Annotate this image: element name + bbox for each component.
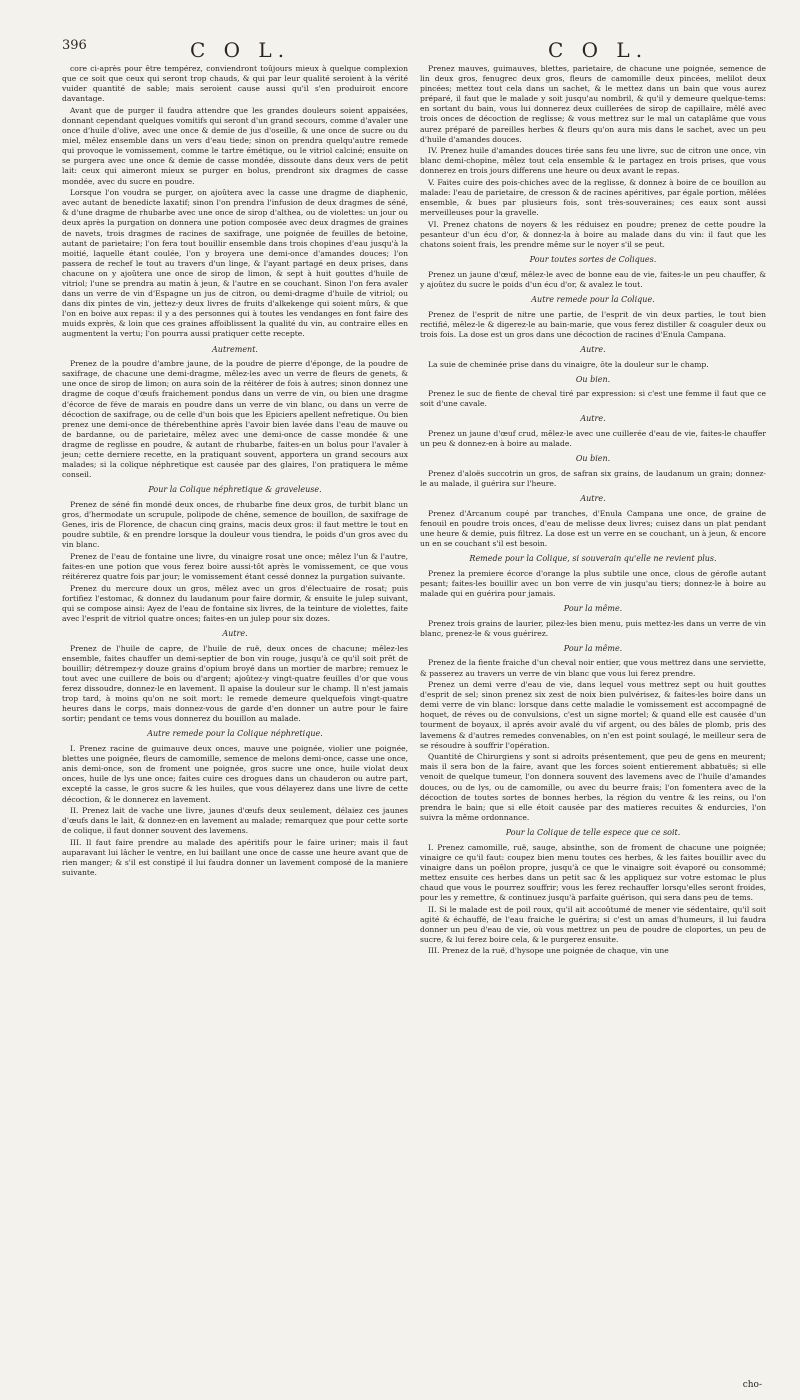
- page-number: 396: [62, 38, 87, 53]
- left-heading: Pour la Colique néphretique & graveleuse.: [148, 485, 322, 495]
- right-paragraph: Prenez de l'esprit de nitre une partie, de l'esprit de vin deux parties, le tout bien rectifié, mêlez-le & digerez-le au bain-marie, que vous ferez distiller & coaguler deux ou trois fois. La dose est un gros dans une décoction de racines d'Enula Campana.: [420, 309, 766, 339]
- right-heading: Autre.: [580, 344, 606, 354]
- left-heading: Autre.: [222, 629, 248, 639]
- left-paragraph: Prenez de l'eau de fontaine une livre, du vinaigre rosat une once; mêlez l'un & l'autre, faites-en une potion que vous ferez boire aussi-tôt après le vomissement, ce que vous réitérerez quatre fois par jour; le vomissement étant cessé donnez la purgation suivante.: [62, 551, 408, 582]
- right-paragraph: III. Prenez de la ruë, d'hysope une poignée de chaque, vin une: [428, 946, 669, 956]
- catchword: cho-: [742, 1380, 762, 1390]
- right-paragraph: Prenez de la fiente fraiche d'un cheval noir entier, que vous mettrez dans une serviette, & passerez au travers un verre de vin blanc que vous lui ferez prendre.: [420, 658, 766, 678]
- right-heading: Pour toutes sortes de Coliques.: [529, 255, 657, 265]
- left-paragraph: Prenez du mercure doux un gros, mêlez avec un gros d'électuaire de rosat; puis fortifiez l'estomac, & donnez du laudanum pour faire dormir, & ensuite le julep suivant, qui se compose ainsi: Ayez de l'eau de fontaine six livres, de la teinture de violettes, faite avec l'esprit de vitriol quatre onces; faites-en un julep pour six dozes.: [62, 583, 408, 623]
- right-column: [420, 64, 766, 958]
- left-heading: Autre remede pour la Colique néphretique.: [147, 729, 323, 739]
- left-paragraph: core ci-après pour être tempérez, conviendront toûjours mieux à quelque complexion que ce soit que ceux qui seront trop chauds, & qui par leur qualité seroient à la vérité vuider quantité de sable; mais seroient cause aussi qu'il s'en produiroit encore davantage.: [62, 64, 408, 104]
- left-paragraph: I. Prenez racine de guimauve deux onces, mauve une poignée, violier une poignée, blettes une poignée, fleurs de camomille, semence de melons demi-once, casse une once, anis demi-once, son de froment une poignée, gros sucre une once, huile violat deux onces, huile de lys une once; faites cuire ces drogues dans un chauderon ou autre part, excepté la casse, le gros sucre & les huiles, que vous délayerez dans une livre de cette décoction, & le donnerez en lavement.: [62, 744, 408, 804]
- right-paragraph: Prenez d'Arcanum coupé par tranches, d'Enula Campana une once, de graine de fenouil en poudre trois onces, d'eau de melisse deux livres; cuisez dans un plat pendant une heure & demie, puis filtrez. La dose est un verre en se couchant, un à jeun, & encore un en se couchant s'il est besoin.: [420, 508, 766, 548]
- right-heading: Ou bien.: [575, 374, 611, 384]
- running-head-right: C O L.: [548, 38, 649, 62]
- left-heading: Autrement.: [212, 344, 258, 354]
- right-paragraph: V. Faites cuire des pois-chiches avec de la reglisse, & donnez à boire de ce bouillon au malade: l'eau de parietaire, de cresson & de racines apéritives, par égale portion, mêlées ensemble, & bues par plusieurs fois, sont très-souveraines; ces eaux sont aussi merveilleuses pour la gravelle.: [420, 178, 766, 218]
- right-heading: Remede pour la Colique, si souverain qu'elle ne revient plus.: [469, 554, 717, 564]
- right-paragraph: Prenez la premiere écorce d'orange la plus subtile une once, clous de gérofle autant pesant; faites-les bouillir avec un bon verre de vin jusqu'au tiers; donnez-le à boire au malade qui en guérira pour jamais.: [420, 568, 766, 598]
- right-paragraph: I. Prenez camomille, ruë, sauge, absinthe, son de froment de chacune une poignée; vinaigre ce qu'il faut: coupez bien menu toutes ces herbes, & les faites bouillir avec du vinaigre dans un poêlon propre, jusqu'à ce que le vinaigre soit évaporé ou consommé; mettez ensuite ces herbes dans un petit sac & les appliquez sur votre estomac le plus chaud que vous le pourrez souffrir; vous les ferez rechauffer lorsqu'elles seront froides, pour les y remettre, & continuez jusqu'à parfaite guérison, qui sera dans peu de tems.: [420, 842, 766, 902]
- right-heading: Pour la Colique de telle espece que ce soit.: [505, 827, 681, 837]
- right-heading: Autre.: [580, 494, 606, 504]
- left-column: [62, 64, 408, 880]
- right-paragraph: Prenez trois grains de laurier, pilez-les bien menu, puis mettez-les dans un verre de vin blanc, prenez-le & vous guérirez.: [420, 618, 766, 638]
- right-paragraph: Prenez un jaune d'œuf, mêlez-le avec de bonne eau de vie, faites-le un peu chauffer, & y ajoûtez du sucre le poids d'un écu d'or, & avalez le tout.: [420, 269, 766, 289]
- running-head-left: C O L.: [190, 38, 291, 62]
- left-paragraph: II. Prenez lait de vache une livre, jaunes d'œufs deux seulement, délaiez ces jaunes d'œufs dans le lait, & donnez-en en lavement au malade; remarquez que pour cette sorte de colique, il faut donner souvent des lavemens.: [62, 806, 408, 836]
- left-paragraph: Prenez de séné fin mondé deux onces, de rhubarbe fine deux gros, de turbit blanc un gros, d'hermodate un scrupule, polipode de chêne, semence de bouillon, de saxifrage de Genes, iris de Florence, de chacun cinq grains, macis deux gros: il faut mettre le tout en poudre subtile, & en prendre lorsque la douleur vous tiendra, le poids d'un gros avec du vin blanc.: [62, 499, 408, 550]
- right-paragraph: Prenez d'aloës succotrin un gros, de safran six grains, de laudanum un grain; donnez-le au malade, il guérira sur l'heure.: [420, 468, 766, 488]
- right-paragraph: II. Si le malade est de poil roux, qu'il ait accoûtumé de mener vie sédentaire, qu'il soit agité & échauffé, de l'eau fraiche le guérira; si c'est un amas d'humeurs, il lui faudra donner un peu d'eau de vie, où vous mettrez un peu de poudre de cloportes, un peu de sucre, & lui ferez boire cela, & le purgerez ensuite.: [420, 904, 766, 944]
- right-heading: Pour la même.: [563, 643, 623, 653]
- right-heading: Autre.: [580, 414, 606, 424]
- right-paragraph: Quantité de Chirurgiens y sont si adroits présentement, que peu de gens en meurent; mais il sera bon de la faire, avant que les forces soient entierement abbatuës; si elle venoit de quelque tumeur, l'on donnera souvent des lavemens avec de l'huile d'amandes douces, ou de lys, ou de camomille, ou avec du beurre frais; l'on fomentera avec de la décoction de toutes sortes de bonnes herbes, la région du ventre & les reins, ou l'on prendra le bain; que si elle étoit causée par des matieres recuites & endurcies, l'on suivra la même ordonnance.: [420, 752, 766, 822]
- right-heading: Pour la même.: [563, 603, 623, 613]
- right-heading: Autre remede pour la Colique.: [531, 295, 655, 304]
- left-paragraph: Prenez de la poudre d'ambre jaune, de la poudre de pierre d'éponge, de la poudre de saxifrage, de chacune une demi-dragme, mêlez-les avec un verre de fleurs de genets, & une once de sirop de limon; on aura soin de la réitérer de fois à autres; sinon donnez une dragme de coque d'œufs fraichement pondus dans un verre de vin, ou bien une dragme d'écorce de féve de marais en poudre dans un verre de vin blanc, ou dans un verre de décoction de saxifrage, ou de celle d'un bois que les Epiciers apellent nefretique. Ou bien prenez une demi-once de thérebenthine après l'avoir bien lavée dans l'eau de mauve ou de bardanne, ou de parietaire, mêlez avec une demi-once de casse mondée & une dragme de reglisse en poudre, & autant de rhubarbe, faites-en un bolus pour l'avaler à jeun; cette derniere recette, en la pratiquant souvent, apportera un grand secours aux malades; si la colique néphretique est causée par des glaires, l'on pratiquera le même conseil.: [62, 359, 408, 480]
- left-paragraph: III. Il faut faire prendre au malade des apéritifs pour le faire uriner; mais il faut auparavant lui lâcher le ventre, en lui baillant une once de casse une heure avant que de rien manger; & s'il est constipé il lui faudra donner un lavement composé de la maniere suivante.: [62, 837, 408, 878]
- left-paragraph: Avant que de purger il faudra attendre que les grandes douleurs soient appaisées, donnant cependant quelques vomitifs qui seront d'un grand secours, comme d'avaler une once d'huile d'olive, avec une once & demie de jus d'oseille, & une once de sucre ou du miel, mêlez ensemble dans un vers d'eau tiede; sinon on prendra quelqu'autre remede qui provoque le vomissement, comme le tartre émétique, ou le vitriol calciné; ensuite on se purgera avec une once & demie de casse mondée, dissoute dans deux vers de petit lait: ceux qui aimeront mieux se purger en bolus, prendront six dragmes de casse mondée, avec du sucre en poudre.: [62, 105, 408, 186]
- right-paragraph: VI. Prenez chatons de noyers & les réduisez en poudre; prenez de cette poudre la pesanteur d'un écu d'or, & donnez-la à boire au malade dans du vin: il faut que les chatons soient frais, les prendre même sur le noyer s'il se peut.: [420, 219, 766, 250]
- left-paragraph: Lorsque l'on voudra se purger, on ajoûtera avec la casse une dragme de diaphenic, avec autant de benedicte laxatif; sinon l'on prendra l'infusion de deux dragmes de séné, & d'une dragme de rhubarbe avec une once de sirop d'althea, ou de violettes: un jour ou deux après la purgation on donnera une potion composée avec deux dragmes de graines de navets, trois dragmes de racines de saxifrage, une poignée de feuilles de betoine, autant de parietaire; l'on fera tout bouillir ensemble dans trois chopines d'eau jusqu'à la moitié, laquelle étant coulée, l'on y broyera une demi-once d'amandes douces; l'on passera de rechef le tout au travers d'un linge, & l'ayant partagé en deux prises, dans chacune on y ajoûtera une once de sirop de limon, & sept à huit gouttes d'huile de vitriol; l'une se prendra au matin à jeun, & l'autre en se couchant. Sinon l'on fera avaler dans un verre de vin d'Espagne un jus de citron, ou demi-dragme d'huile de vitriol; ou dans dix pintes de vin, jettez-y deux livres de fruits d'alkekenge qui soient mûrs, & que l'on en boive aux repas: il y a des personnes qui à toutes les vendanges en font faire des muids exprès, & loin que ces graines affoiblissent la qualité du vin, au contraire elles en augmentent la vertu; l'on pourra aussi pratiquer cette recepte.: [62, 188, 408, 339]
- right-paragraph: Prenez le suc de fiente de cheval tiré par expression: si c'est une femme il faut que ce soit d'une cavale.: [420, 389, 766, 409]
- right-paragraph: Prenez un jaune d'œuf crud, mêlez-le avec une cuillerée d'eau de vie, faites-le chauffer un peu & donnez-en à boire au malade.: [420, 429, 766, 449]
- right-paragraph: La suie de cheminée prise dans du vinaigre, ôte la douleur sur le champ.: [428, 359, 709, 369]
- right-paragraph: Prenez un demi verre d'eau de vie, dans lequel vous mettrez sept ou huit gouttes d'esprit de sel; sinon prenez six zest de noix bien pulvérisez, & faites-les boire dans un demi verre de vin blanc: lorsque dans cette maladie le vomissement est accompagné de hoquet, de réves ou de convulsions, c'est un signe mortel; & quand elle est causée d'un tourment de boyaux, il aprés avoir avalé du vif argent, ou des bâles de plomb, pris des lavemens & d'autres remedes convenables, on n'en est point soulagé, le meilleur sera de se résoudre à souffrir l'opération.: [420, 680, 766, 750]
- right-heading: Ou bien.: [575, 454, 611, 464]
- right-paragraph: Prenez mauves, guimauves, blettes, parietaire, de chacune une poignée, semence de lin deux gros, fenugrec deux gros, fleurs de camomille deux pincées, melilot deux pincées; mettez tout cela dans un sachet, & le mettez dans un bain que vous aurez préparé, il faut que le malade y soit jusqu'au nombril, & qu'il y demeure quelque-tems: en sortant du bain, vous lui donnerez deux cuillerées de sirop de capillaire, mêlé avec trois onces de décoction de reglisse; & vous mettrez sur le mal un cataplâme que vous aurez préparé de pareilles herbes & fleurs qu'on aura mis dans le sachet, avec un peu d'huile d'amandes douces.: [420, 64, 766, 144]
- left-paragraph: Prenez de l'huile de capre, de l'huile de ruë, deux onces de chacune; mêlez-les ensemble, faites chauffer un demi-septier de bon vin rouge, jusqu'à ce qu'il soit prêt de bouillir; détrempez-y douze grains d'opium broyé dans un mortier de marbre; remuez le tout avec une cuillere de bois ou d'argent; ajoûtez-y vingt-quatre feuilles d'or que vous ferez dissoudre, donnez-le en lavement. Il apaise la douleur sur le champ. Il n'est jamais trop tard, à moins qu'on ne soit mort: le remede demeure quelquefois vingt-quatre heures dans le corps, mais donnez-vous de garde d'en donner un autre pour le faire sortir; pendant ce tems vous donnerez du bouillon au malade.: [62, 643, 408, 724]
- right-paragraph: IV. Prenez huile d'amandes douces tirée sans feu une livre, suc de citron une once, vin blanc demi-chopine, mêlez tout cela ensemble & le partagez en trois prises, que vous donnerez en trois jours differens une heure ou deux avant le repas.: [420, 146, 766, 176]
